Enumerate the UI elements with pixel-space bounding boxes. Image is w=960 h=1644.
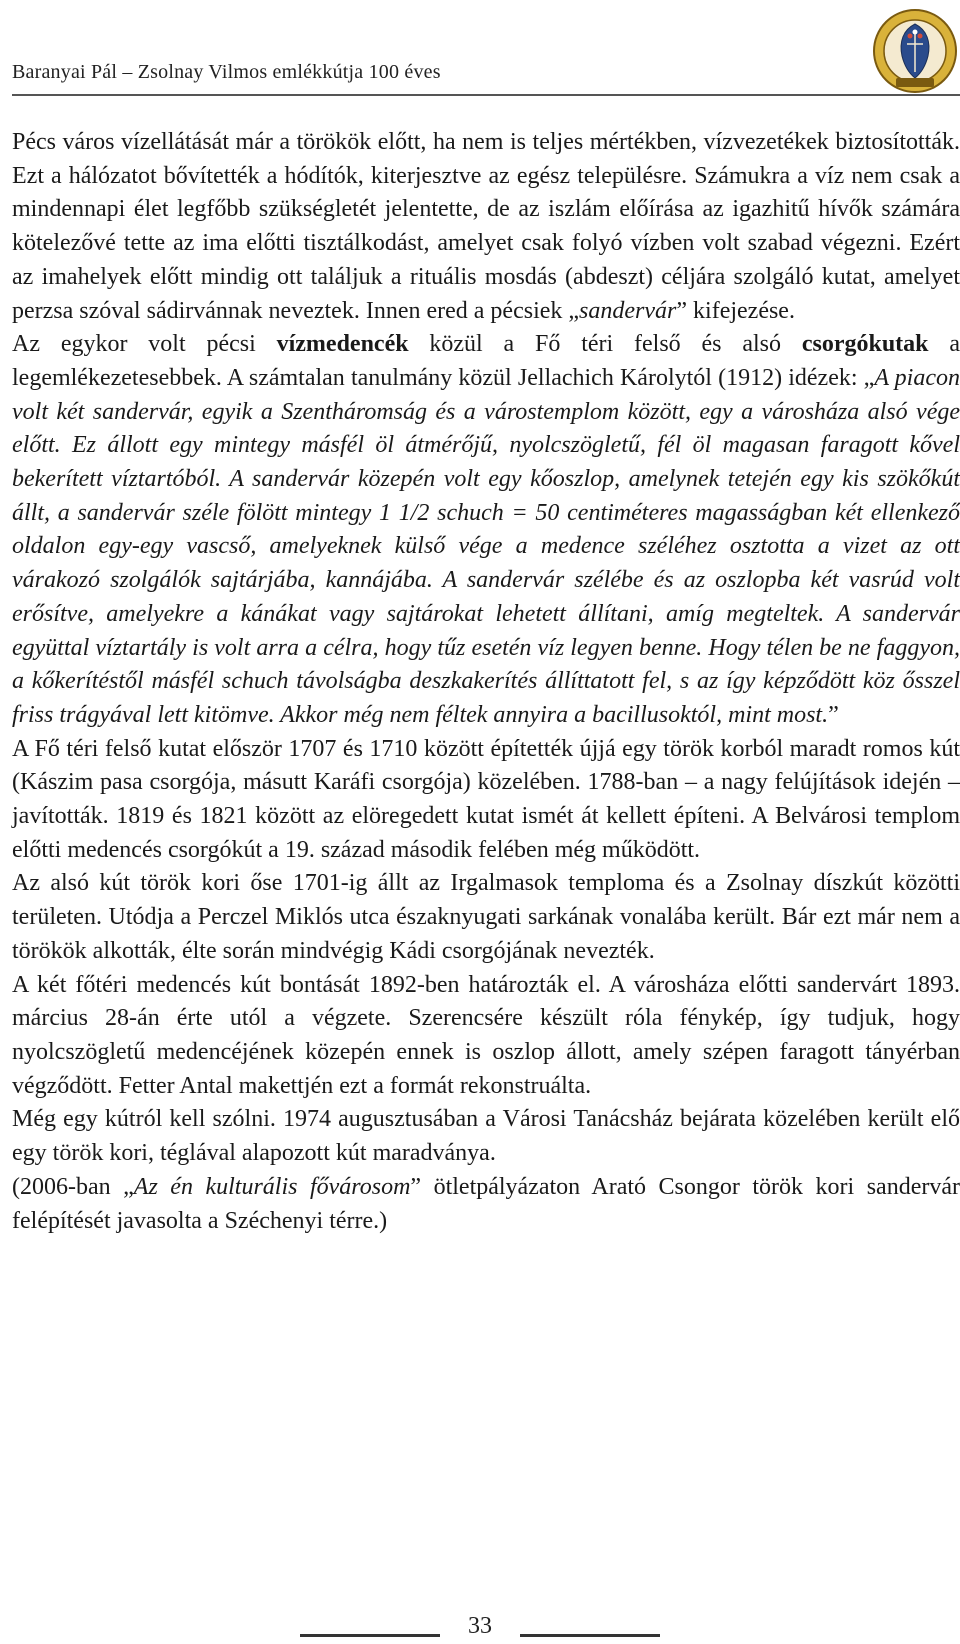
header-rule: [12, 94, 960, 96]
page-header: [12, 0, 960, 96]
paragraph-2: Az egykor volt pécsi vízmedencék közül a Fő téri felső és alsó csorgókutak a legemlékezetesebbek. A számtalan tanulmány közül Jellachich Károlytól (1912) idézek: „A piacon volt két sandervár, egyik a Szentháromság és a várostemplom között, egy a városháza alsó vége előtt. Ez állott egy mintegy másfél öl átmérőjű, nyolcszögletű, fél öl magasan faragott kővel bekerített víztartóból. A sandervár közepén volt egy kőoszlop, amelynek tetején egy kis szökőkút állt, a sandervár széle fölött mintegy 1 1/2 schuch = 50 centiméteres magasságban két ellenkező oldalon egy-egy vascső, amelyeknek külső vége a medence széléhez osztotta a vizet az ott várakozó szolgálók sajtárjába, kannájába. A sandervár szélébe és az oszlopba két vasrúd volt erősítve, amelyekre a kánákat vagy sajtárokat lehetett állítani, amíg megteltek. A sandervár együttal víztartály is volt arra a célra, hogy tűz esetén víz legyen benne. Hogy télen be ne faggyon, a kőkerítéstől másfél schuch távolságba deszkakerítés állíttatott fel, s az így képződött köz ősszel friss trágyával lett kitömve. Akkor még nem féltek annyira a bacillusoktól, mint most.”: [12, 331, 960, 728]
society-seal-icon: [872, 8, 958, 94]
page-footer: [0, 1605, 960, 1644]
paragraph-1: Pécs város vízellátását már a törökök előtt, ha nem is teljes mértékben, vízvezetékek biztosították. Ezt a hálózatot bővítették a hódítók, kiterjesztve az egész településre. Számukra a víz nem csak a mindennapi élet legfőbb szükségletét jelentette, de az iszlám előírása az igazhitű hívők számára kötelezővé tette az ima előtti tisztálkodást, amelyet csak folyó vízben volt szabad végezni. Ezért az imahelyek előtt mindig ott találjuk a rituális mosdás (abdeszt) céljára szolgáló kutat, amelyet perzsa szóval sádirvánnak neveztek. Innen ered a pécsiek „sandervár” kifejezése.: [12, 129, 960, 324]
paragraph-7: (2006-ban „Az én kulturális fővárosom” ötletpályázaton Arató Csongor török kori sandervár felépítését javasolta a Széchenyi térre.): [12, 1173, 960, 1234]
paragraph-6: Még egy kútról kell szólni. 1974 augusztusában a Városi Tanácsház bejárata közelében került elő egy török kori, téglával alapozott kút maradványa.: [12, 1106, 960, 1167]
running-title: Baranyai Pál – Zsolnay Vilmos emlékkútja 100 éves: [12, 61, 441, 83]
footer-rule-left: [300, 1634, 440, 1637]
footer-rule-right: [520, 1634, 660, 1637]
paragraph-4: Az alsó kút török kori őse 1701-ig állt az Irgalmasok temploma és a Zsolnay díszkút közötti területen. Utódja a Perczel Miklós utca északnyugati sarkának vonalába került. Bár ezt már nem a törökök alkották, élte során mindvégig Kádi csorgójának nevezték.: [12, 870, 960, 964]
quotation: A piacon volt két sandervár, egyik a Szentháromság és a várostemplom között, egy a városháza alsó vége előtt. Ez állott egy mintegy másfél öl átmérőjű, nyolcszögletű, fél öl magasan faragott kővel bekerített víztartóból. A sandervár közepén volt egy kőoszlop, amelynek tetején egy kis szökőkút állt, a sandervár széle fölött mintegy 1 1/2 schuch = 50 centiméteres magasságban két ellenkező oldalon egy-egy vascső, amelyeknek külső vége a medence széléhez osztotta a vizet az ott várakozó szolgálók sajtárjába, kannájába. A sandervár szélébe és az oszlopba két vasrúd volt erősítve, amelyekre a kánákat vagy sajtárokat lehetett állítani, amíg megteltek. A sandervár együttal víztartály is volt arra a célra, hogy tűz esetén víz legyen benne. Hogy télen be ne faggyon, a kőkerítéstől másfél schuch távolságba deszkakerítés állíttatott fel, s az így képződött köz ősszel friss trágyával lett kitömve. Akkor még nem féltek annyira a bacillusoktól, mint most.: [12, 364, 960, 728]
paragraph-5: A két főtéri medencés kút bontását 1892-ben határozták el. A városháza előtti sandervárt 1893. március 28-án érte utól a végzete. Szerencsére készült róla fénykép, így tudjuk, hogy nyolcszögletű medencéjének közepén ennek is oszlop állott, amely szépen faragott tányérban végződött. Fetter Antal makettjén ezt a formát rekonstruálta.: [12, 971, 960, 1099]
paragraph-3: A Fő téri felső kutat először 1707 és 1710 között építették újjá egy török korból maradt romos kút (Kászim pasa csorgója, másutt Karáfi csorgója) közelében. 1788-ban – a nagy felújítások idején – javították. 1819 és 1821 között az elöregedett kutat ismét át kellett építeni. A Belvárosi templom előtti medencés csorgókút a 19. század második felében még működött.: [12, 735, 960, 863]
page-number: 33: [468, 1613, 492, 1639]
article-body: [12, 126, 960, 1238]
